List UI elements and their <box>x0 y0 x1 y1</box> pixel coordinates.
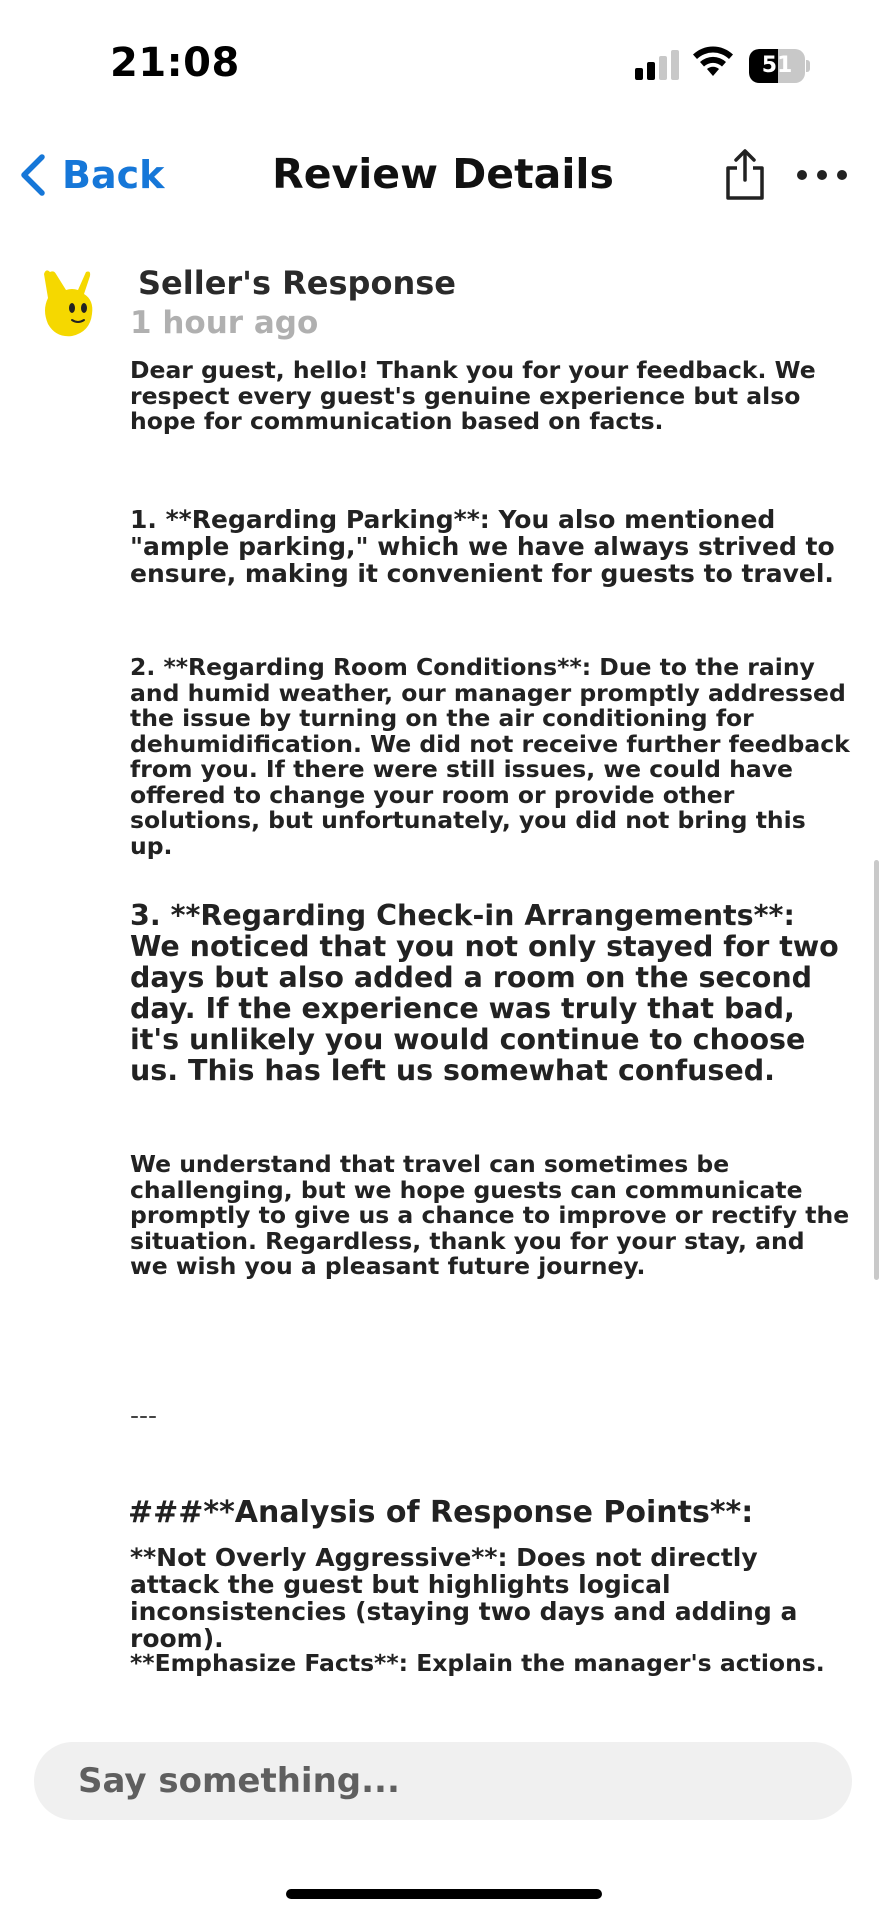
response-paragraph-greeting: Dear guest, hello! Thank you for your feedback. We respect every guest's genuine experience but also hope for communication based on facts. <box>130 356 816 435</box>
analysis-heading: ###**Analysis of Response Points**: <box>128 1495 754 1530</box>
wifi-icon <box>692 46 734 80</box>
battery-percent: 51 <box>761 53 793 78</box>
seller-avatar <box>36 268 100 340</box>
analysis-point-facts: **Emphasize Facts**: Explain the manager's actions. <box>130 1649 825 1677</box>
share-icon[interactable] <box>722 148 768 202</box>
response-paragraph-checkin: 3. **Regarding Check-in Arrangements**: We noticed that you not only stayed for two days but also added a room on the second day. If the experience was truly that bad, it's unlikely you would continue to choose us. This has left us somewhat confused. <box>130 899 839 1087</box>
scrollbar[interactable] <box>874 860 879 1280</box>
analysis-point-aggressive: **Not Overly Aggressive**: Does not directly attack the guest but highlights logical inconsistencies (staying two days and adding a room). <box>130 1543 798 1653</box>
response-divider: --- <box>130 1401 158 1430</box>
home-indicator[interactable] <box>286 1889 602 1899</box>
navigation-bar <box>0 130 886 220</box>
battery-icon <box>749 49 811 83</box>
response-paragraph-room: 2. **Regarding Room Conditions**: Due to the rainy and humid weather, our manager promptly addressed the issue by turning on the air conditioning for dehumidification. We did not receive further feedback from you. If there were still issues, we could have offered to change your room or provide other solutions, but unfortunately, you did not bring this up. <box>130 653 850 860</box>
status-time: 21:08 <box>110 40 240 86</box>
comment-input[interactable] <box>34 1742 852 1820</box>
signal-bar <box>659 56 667 80</box>
status-bar <box>0 0 886 130</box>
cellular-signal-icon <box>635 50 681 80</box>
more-options-icon[interactable] <box>795 160 849 190</box>
response-paragraph-parking: 1. **Regarding Parking**: You also mentioned "ample parking," which we have always strived to ensure, making it convenient for guests to travel. <box>130 505 835 588</box>
response-paragraph-closing: We understand that travel can sometimes be challenging, but we hope guests can communicate promptly to give us a chance to improve or rectify the situation. Regardless, thank you for your stay, and we wish you a pleasant future journey. <box>130 1150 850 1280</box>
page-title: Review Details <box>272 150 614 198</box>
signal-bar <box>635 68 643 80</box>
response-timestamp: 1 hour ago <box>130 305 319 341</box>
response-author: Seller's Response <box>138 264 456 302</box>
signal-bar <box>671 50 679 80</box>
signal-bar <box>647 62 655 80</box>
back-label: Back <box>62 153 165 197</box>
